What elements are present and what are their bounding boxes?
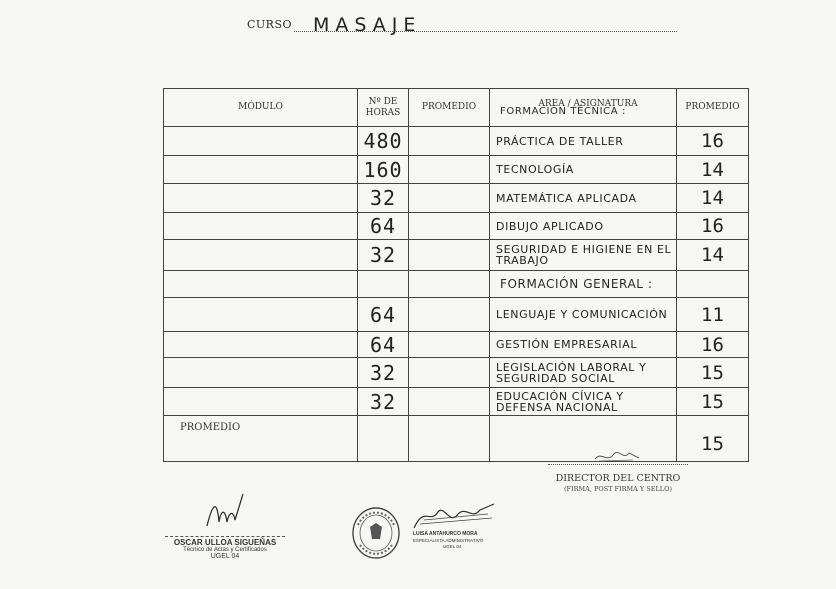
grade-cell: 14	[677, 156, 749, 184]
table-row	[164, 240, 749, 271]
module-cell	[164, 127, 358, 156]
promedio-label: PROMEDIO	[164, 416, 358, 462]
table-row	[164, 156, 749, 184]
hours-cell: 64	[358, 298, 409, 332]
table-row	[164, 184, 749, 213]
promedio-row	[164, 416, 749, 462]
grade-cell: 15	[677, 358, 749, 388]
module-cell	[164, 271, 358, 298]
grades-table	[163, 88, 749, 462]
promedio-hours-cell	[358, 416, 409, 462]
table-row	[164, 298, 749, 332]
hours-cell: 32	[358, 184, 409, 213]
grade-cell: 14	[677, 184, 749, 213]
official-line	[165, 536, 285, 537]
table-row	[164, 213, 749, 240]
module-cell	[164, 332, 358, 358]
grade-cell: 14	[677, 240, 749, 271]
promedio-cell	[409, 271, 490, 298]
promedio-cell	[409, 213, 490, 240]
subject-cell: LENGUAJE Y COMUNICACIÓN	[490, 298, 677, 332]
specialist-signature	[410, 500, 500, 532]
module-cell	[164, 184, 358, 213]
promedio-area-cell	[490, 416, 677, 462]
hours-cell: 32	[358, 358, 409, 388]
module-cell	[164, 213, 358, 240]
official-role: Técnico de Actas y Certificados	[183, 547, 267, 553]
hours-cell: 160	[358, 156, 409, 184]
subject-cell: MATEMÁTICA APLICADA	[490, 184, 677, 213]
promedio-cell	[409, 240, 490, 271]
hours-cell: 64	[358, 332, 409, 358]
subject-cell: DIBUJO APLICADO	[490, 213, 677, 240]
hours-cell: 32	[358, 240, 409, 271]
official-name: OSCAR ULLOA SIGUEÑAS	[173, 538, 277, 547]
module-cell	[164, 298, 358, 332]
course-line	[247, 14, 677, 36]
subject-cell: SEGURIDAD E HIGIENE EN EL TRABAJO	[490, 240, 677, 271]
subject-cell: GESTIÓN EMPRESARIAL	[490, 332, 677, 358]
promedio-cell	[409, 184, 490, 213]
official-stamp	[165, 500, 285, 560]
hours-cell: 480	[358, 127, 409, 156]
promedio-empty-cell	[409, 416, 490, 462]
specialist-ugel: UGEL 04	[443, 544, 462, 549]
header-promedio-2: PROMEDIO	[677, 89, 749, 127]
grade-cell: 15	[677, 388, 749, 416]
director-subtitle: (FIRMA, POST FIRMA Y SELLO)	[564, 485, 672, 493]
module-cell	[164, 388, 358, 416]
header-promedio: PROMEDIO	[409, 89, 490, 127]
header-modulo: MÓDULO	[164, 89, 358, 127]
director-signature	[593, 449, 643, 465]
director-title: DIRECTOR DEL CENTRO	[555, 473, 681, 484]
subject-cell: PRÁCTICA DE TALLER	[490, 127, 677, 156]
promedio-value: 15	[677, 416, 749, 462]
header-area-label: AREA / ASIGNATURA	[538, 98, 638, 109]
module-cell	[164, 240, 358, 271]
table-header-row	[164, 89, 749, 127]
header-area	[490, 89, 677, 127]
course-value: MASAJE	[313, 14, 422, 36]
grade-cell: 16	[677, 213, 749, 240]
official-signature	[203, 492, 249, 532]
promedio-cell	[409, 156, 490, 184]
subject-cell: LEGISLACIÓN LABORAL Y SEGURIDAD SOCIAL	[490, 358, 677, 388]
table-row	[164, 271, 749, 298]
module-cell	[164, 358, 358, 388]
grade-cell: 16	[677, 127, 749, 156]
grade-cell: 16	[677, 332, 749, 358]
specialist-role: ESPECIALISTA ADMINISTRATIVO	[413, 538, 484, 543]
promedio-cell	[409, 358, 490, 388]
grade-cell: 11	[677, 298, 749, 332]
official-ugel: UGEL 04	[210, 553, 240, 560]
promedio-cell	[409, 332, 490, 358]
header-horas: Nº DE HORAS	[358, 89, 409, 127]
specialist-name: LUISA ANTAHURCO MORA	[413, 531, 478, 537]
round-seal-icon	[350, 505, 402, 561]
hours-cell: 32	[358, 388, 409, 416]
table-row	[164, 358, 749, 388]
header-area-note: FORMACIÓN TÉCNICA :	[500, 105, 626, 117]
subject-cell: TECNOLOGÍA	[490, 156, 677, 184]
director-signature-block	[548, 464, 688, 493]
table-row	[164, 332, 749, 358]
module-cell	[164, 156, 358, 184]
grade-cell	[677, 271, 749, 298]
subject-cell: EDUCACIÓN CÍVICA Y DEFENSA NACIONAL	[490, 388, 677, 416]
table-row	[164, 388, 749, 416]
promedio-cell	[409, 388, 490, 416]
promedio-cell	[409, 298, 490, 332]
promedio-cell	[409, 127, 490, 156]
hours-cell: 64	[358, 213, 409, 240]
subject-cell: FORMACIÓN GENERAL :	[490, 271, 677, 298]
hours-cell	[358, 271, 409, 298]
table-row	[164, 127, 749, 156]
course-label: CURSO	[247, 18, 293, 31]
